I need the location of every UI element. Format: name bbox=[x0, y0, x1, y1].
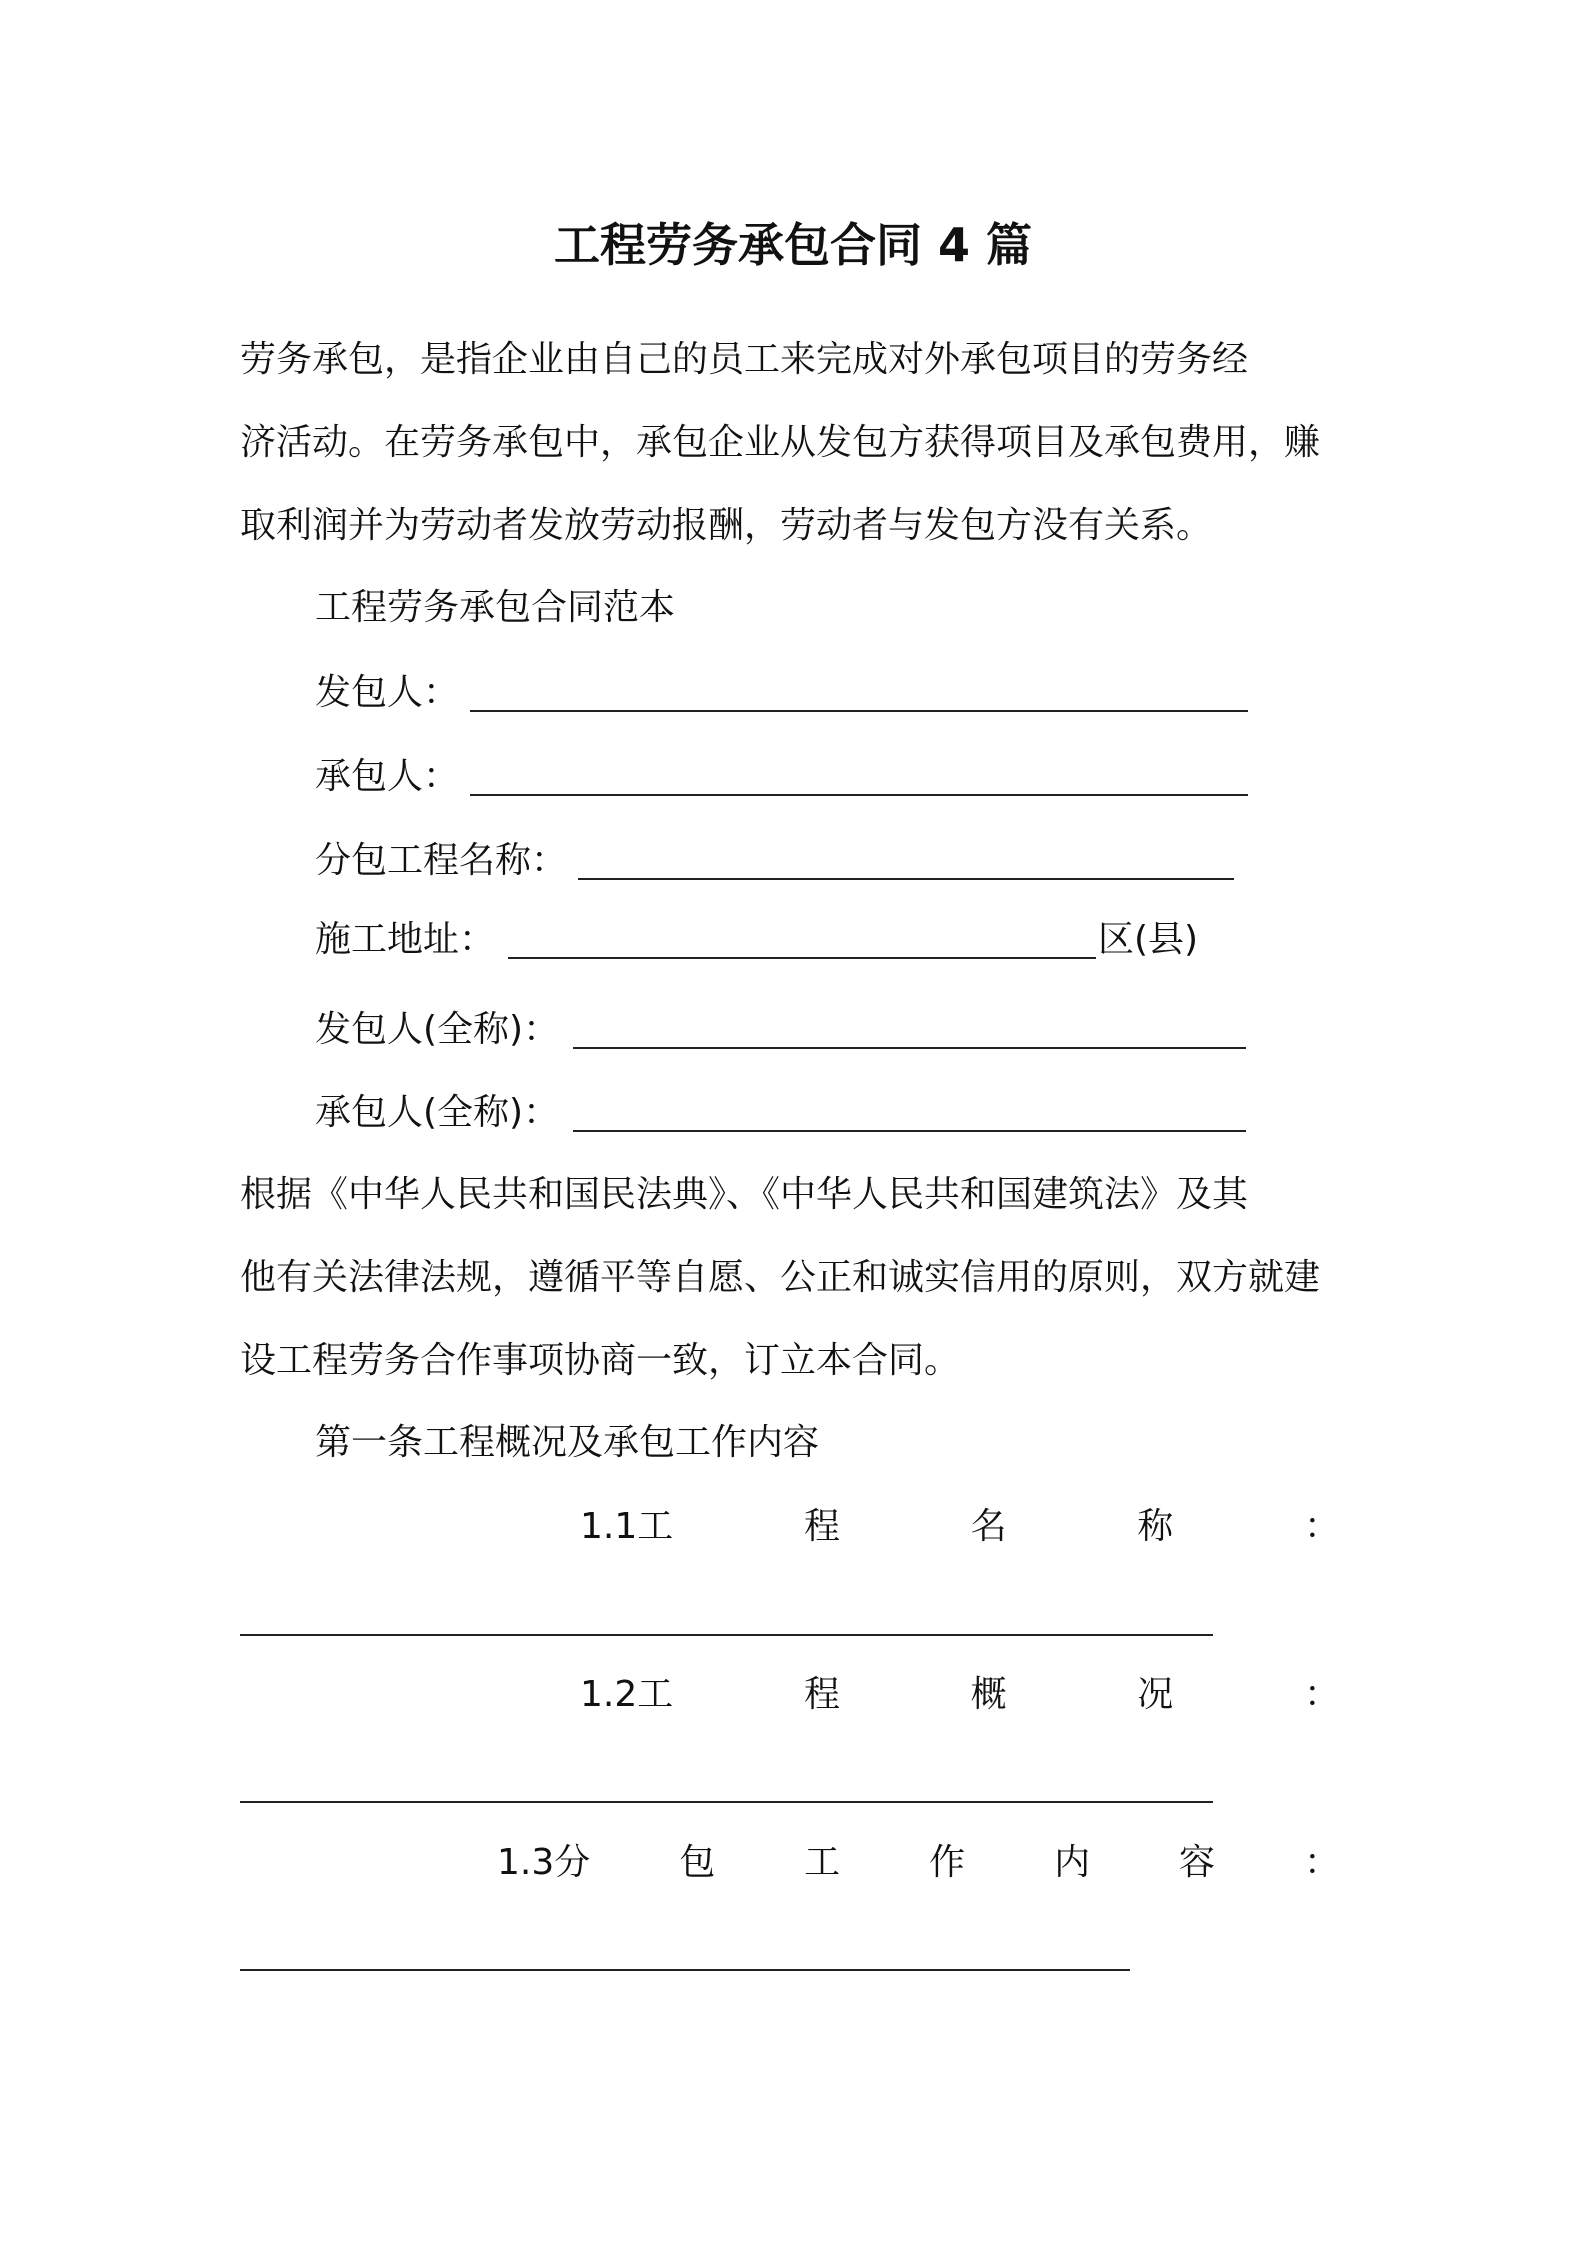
employer-label: 发包人： bbox=[315, 672, 460, 713]
clause-char: 工 bbox=[804, 1842, 841, 1883]
clause-1-1 bbox=[580, 1502, 1340, 1552]
clause-char: 况 bbox=[1137, 1674, 1174, 1715]
clause-1-3-blank bbox=[240, 1969, 1130, 1971]
employer-blank bbox=[470, 710, 1248, 712]
clause-char: 工 bbox=[637, 1674, 674, 1715]
clause-char: ： bbox=[1303, 1842, 1340, 1883]
project-name-label: 分包工程名称： bbox=[315, 840, 568, 881]
contractor-full-blank bbox=[573, 1130, 1246, 1132]
clause-char: 作 bbox=[929, 1842, 966, 1883]
clause-char: 容 bbox=[1179, 1842, 1216, 1883]
clause-char: 程 bbox=[803, 1506, 840, 1547]
clause-1-2-blank bbox=[240, 1801, 1213, 1803]
clause-char: 分 bbox=[554, 1842, 591, 1883]
site-address-blank bbox=[508, 957, 1096, 959]
clause-1-2-lead bbox=[580, 1670, 673, 1720]
basis-line-3: 设工程劳务合作事项协商一致，订立本合同。 bbox=[240, 1340, 961, 1381]
clause-char: 工 bbox=[637, 1506, 674, 1547]
intro-line-3: 取利润并为劳动者发放劳动报酬，劳动者与发包方没有关系。 bbox=[240, 505, 1213, 546]
clause-number: 1.2 bbox=[580, 1674, 638, 1715]
clause-1-1-blank bbox=[240, 1634, 1213, 1636]
employer-full-blank bbox=[573, 1047, 1246, 1049]
clause-1-3 bbox=[497, 1838, 1340, 1888]
clause-char: 概 bbox=[970, 1674, 1007, 1715]
clause-1-3-lead bbox=[497, 1838, 590, 1888]
employer-full-label: 发包人(全称)： bbox=[315, 1009, 560, 1050]
clause-char: ： bbox=[1303, 1674, 1340, 1715]
intro-line-2: 济活动。在劳务承包中，承包企业从发包方获得项目及承包费用，赚 bbox=[240, 422, 1321, 463]
clause-char: 包 bbox=[679, 1842, 716, 1883]
contractor-label: 承包人： bbox=[315, 756, 460, 797]
clause-char: 内 bbox=[1054, 1842, 1091, 1883]
clause-number: 1.3 bbox=[497, 1842, 555, 1883]
sample-heading: 工程劳务承包合同范本 bbox=[315, 587, 676, 628]
contractor-full-label: 承包人(全称)： bbox=[315, 1092, 560, 1133]
clause-1-2 bbox=[580, 1670, 1340, 1720]
article-one-heading: 第一条工程概况及承包工作内容 bbox=[315, 1422, 820, 1463]
clause-1-1-lead bbox=[580, 1502, 673, 1552]
clause-char: ： bbox=[1303, 1506, 1340, 1547]
basis-line-1: 根据《中华人民共和国民法典》、《中华人民共和国建筑法》及其 bbox=[240, 1174, 1249, 1215]
clause-number: 1.1 bbox=[580, 1506, 638, 1547]
basis-line-2: 他有关法律法规，遵循平等自愿、公正和诚实信用的原则，双方就建 bbox=[240, 1257, 1321, 1298]
intro-line-1: 劳务承包，是指企业由自己的员工来完成对外承包项目的劳务经 bbox=[240, 339, 1249, 380]
project-name-blank bbox=[578, 878, 1234, 880]
document-title: 工程劳务承包合同 4 篇 bbox=[553, 218, 1033, 272]
clause-char: 称 bbox=[1137, 1506, 1174, 1547]
contractor-blank bbox=[470, 794, 1248, 796]
clause-char: 程 bbox=[803, 1674, 840, 1715]
clause-char: 名 bbox=[970, 1506, 1007, 1547]
site-address-label: 施工地址： bbox=[315, 919, 496, 960]
site-address-suffix: 区(县) bbox=[1098, 919, 1199, 960]
